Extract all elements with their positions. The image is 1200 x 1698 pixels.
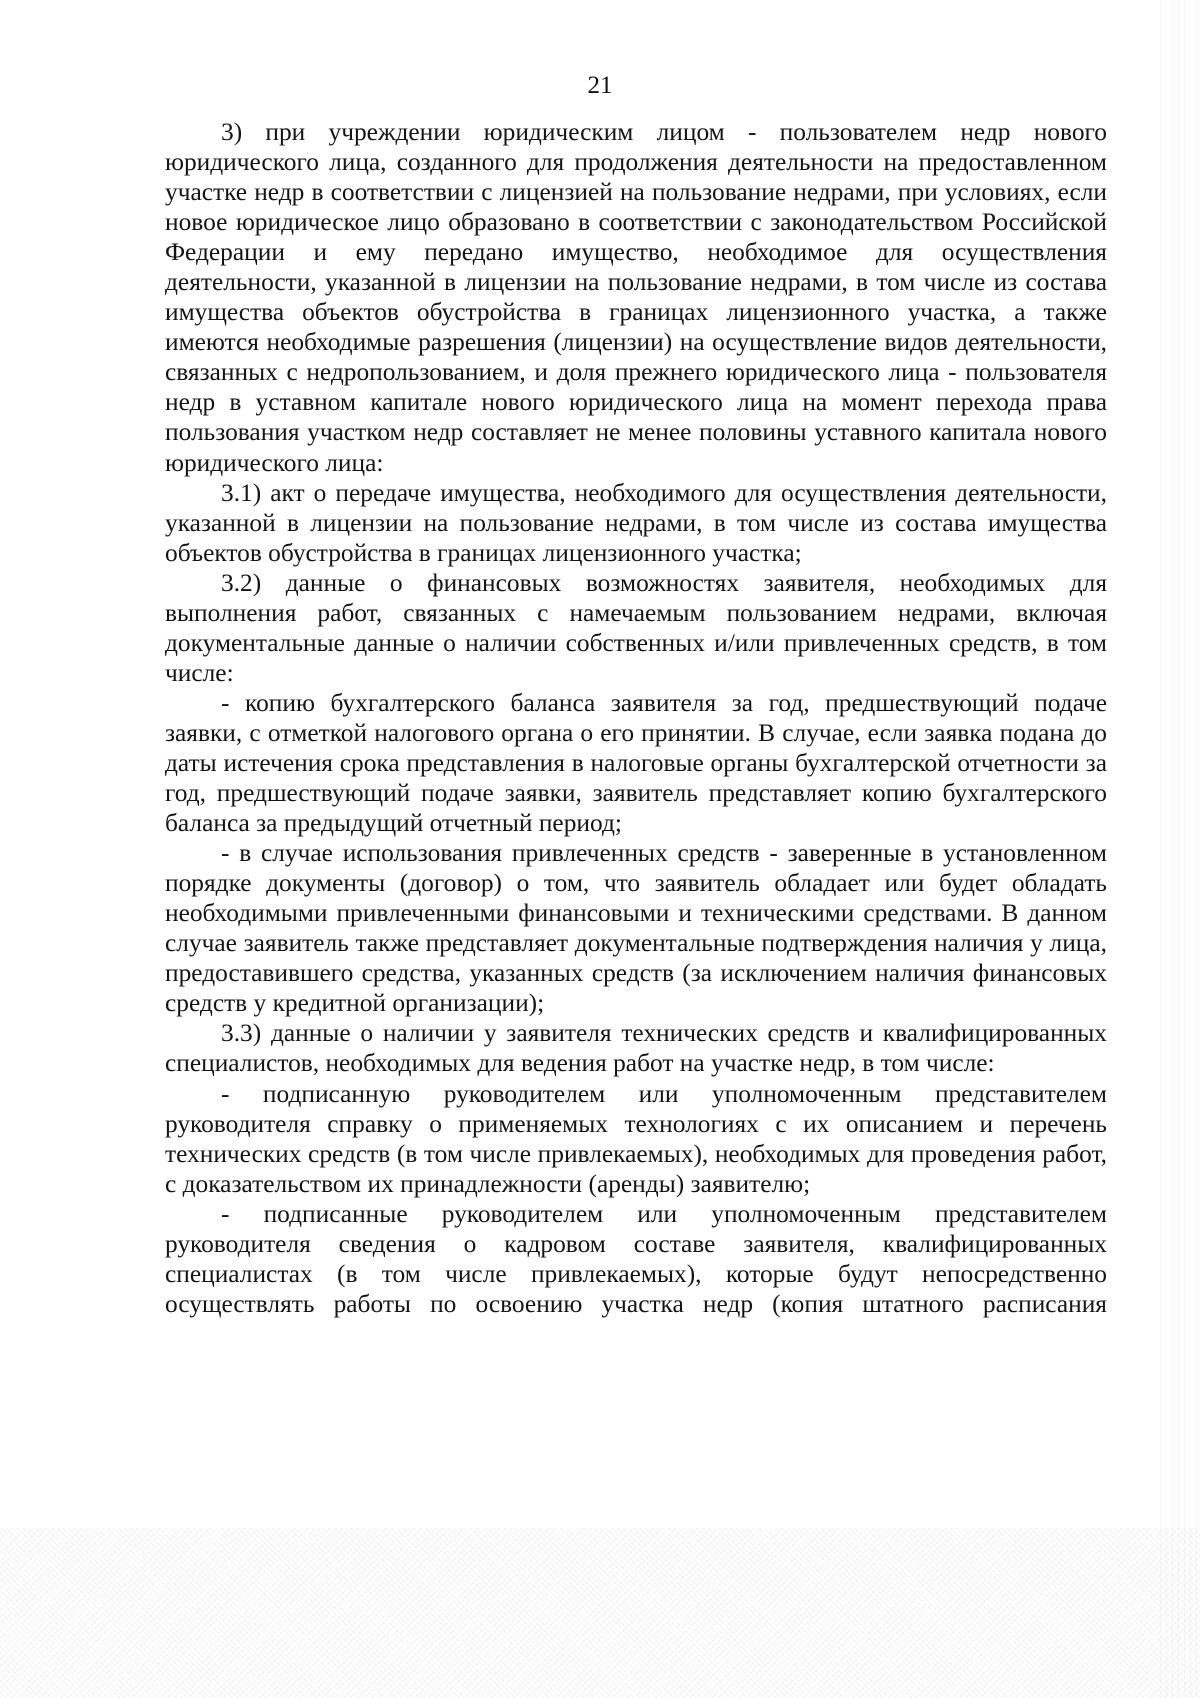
paragraph-item-3-3: 3.3) данные о наличии у заявителя технических средств и квалифицированных специалистов, необходимых для ведения работ на участке недр, в том числе: (165, 1019, 1107, 1078)
paragraph-item-3: 3) при учреждении юридическим лицом - пользователем недр нового юридического лица, созданного для продолжения деятельности на предоставленном участке недр в соответствии с лицензией на пользование недрами, при условиях, если новое юридическое лицо образовано в соответствии с законодательством Российской Федерации и ему передано имущество, необходимое для осуществления деятельности, указанной в лицензии на пользование недрами, в том числе из состава имущества объектов обустройства в границах лицензионного участка, а также имеются необходимые разрешения (лицензии) на осуществление видов деятельности, связанных с недропользованием, и доля прежнего юридического лица - пользователя недр в уставном капитале нового юридического лица на момент перехода права пользования участком недр составляет не менее половины уставного капитала нового юридического лица: (165, 118, 1107, 477)
paragraph-staff-information: - подписанные руководителем или уполномоченным представителем руководителя сведения о кадровом составе заявителя, квалифицированных специалистах (в том числе привлекаемых), которые будут непосредственно осуществлять работы по освоению участка недр (копия штатного расписания (165, 1199, 1107, 1318)
paragraph-balance-copy: - копию бухгалтерского баланса заявителя за год, предшествующий подаче заявки, с отметкой налогового органа о его принятии. В случае, если заявка подана до даты истечения срока представления в налоговые органы бухгалтерской отчетности за год, предшествующий подаче заявки, заявитель представляет копию бухгалтерского баланса за предыдущий отчетный период; (165, 688, 1107, 838)
page-number: 21 (587, 72, 613, 99)
paragraph-item-3-1: 3.1) акт о передаче имущества, необходимого для осуществления деятельности, указанной в лицензии на пользование недрами, в том числе из состава имущества объектов обустройства в границах лицензионного участка; (165, 478, 1107, 567)
scan-edge-texture (1160, 0, 1200, 1698)
paragraph-attracted-funds: - в случае использования привлеченных средств - заверенные в установленном порядке документы (договор) о том, что заявитель обладает или будет обладать необходимыми привлеченными финансовыми и техническими средствами. В данном случае заявитель также представляет документальные подтверждения наличия у лица, предоставившего средства, указанных средств (за исключением наличия финансовых средств у кредитной организации); (165, 839, 1107, 1018)
paragraph-technology-reference: - подписанную руководителем или уполномоченным представителем руководителя справку о применяемых технологиях с их описанием и перечень технических средств (в том числе привлекаемых), необходимых для проведения работ, с доказательством их принадлежности (аренды) заявителю; (165, 1079, 1107, 1198)
document-body (165, 117, 1107, 1319)
scan-texture (0, 1528, 1200, 1698)
paragraph-item-3-2: 3.2) данные о финансовых возможностях заявителя, необходимых для выполнения работ, связанных с намечаемым пользованием недрами, включая документальные данные о наличии собственных и/или привлеченных средств, в том числе: (165, 568, 1107, 687)
